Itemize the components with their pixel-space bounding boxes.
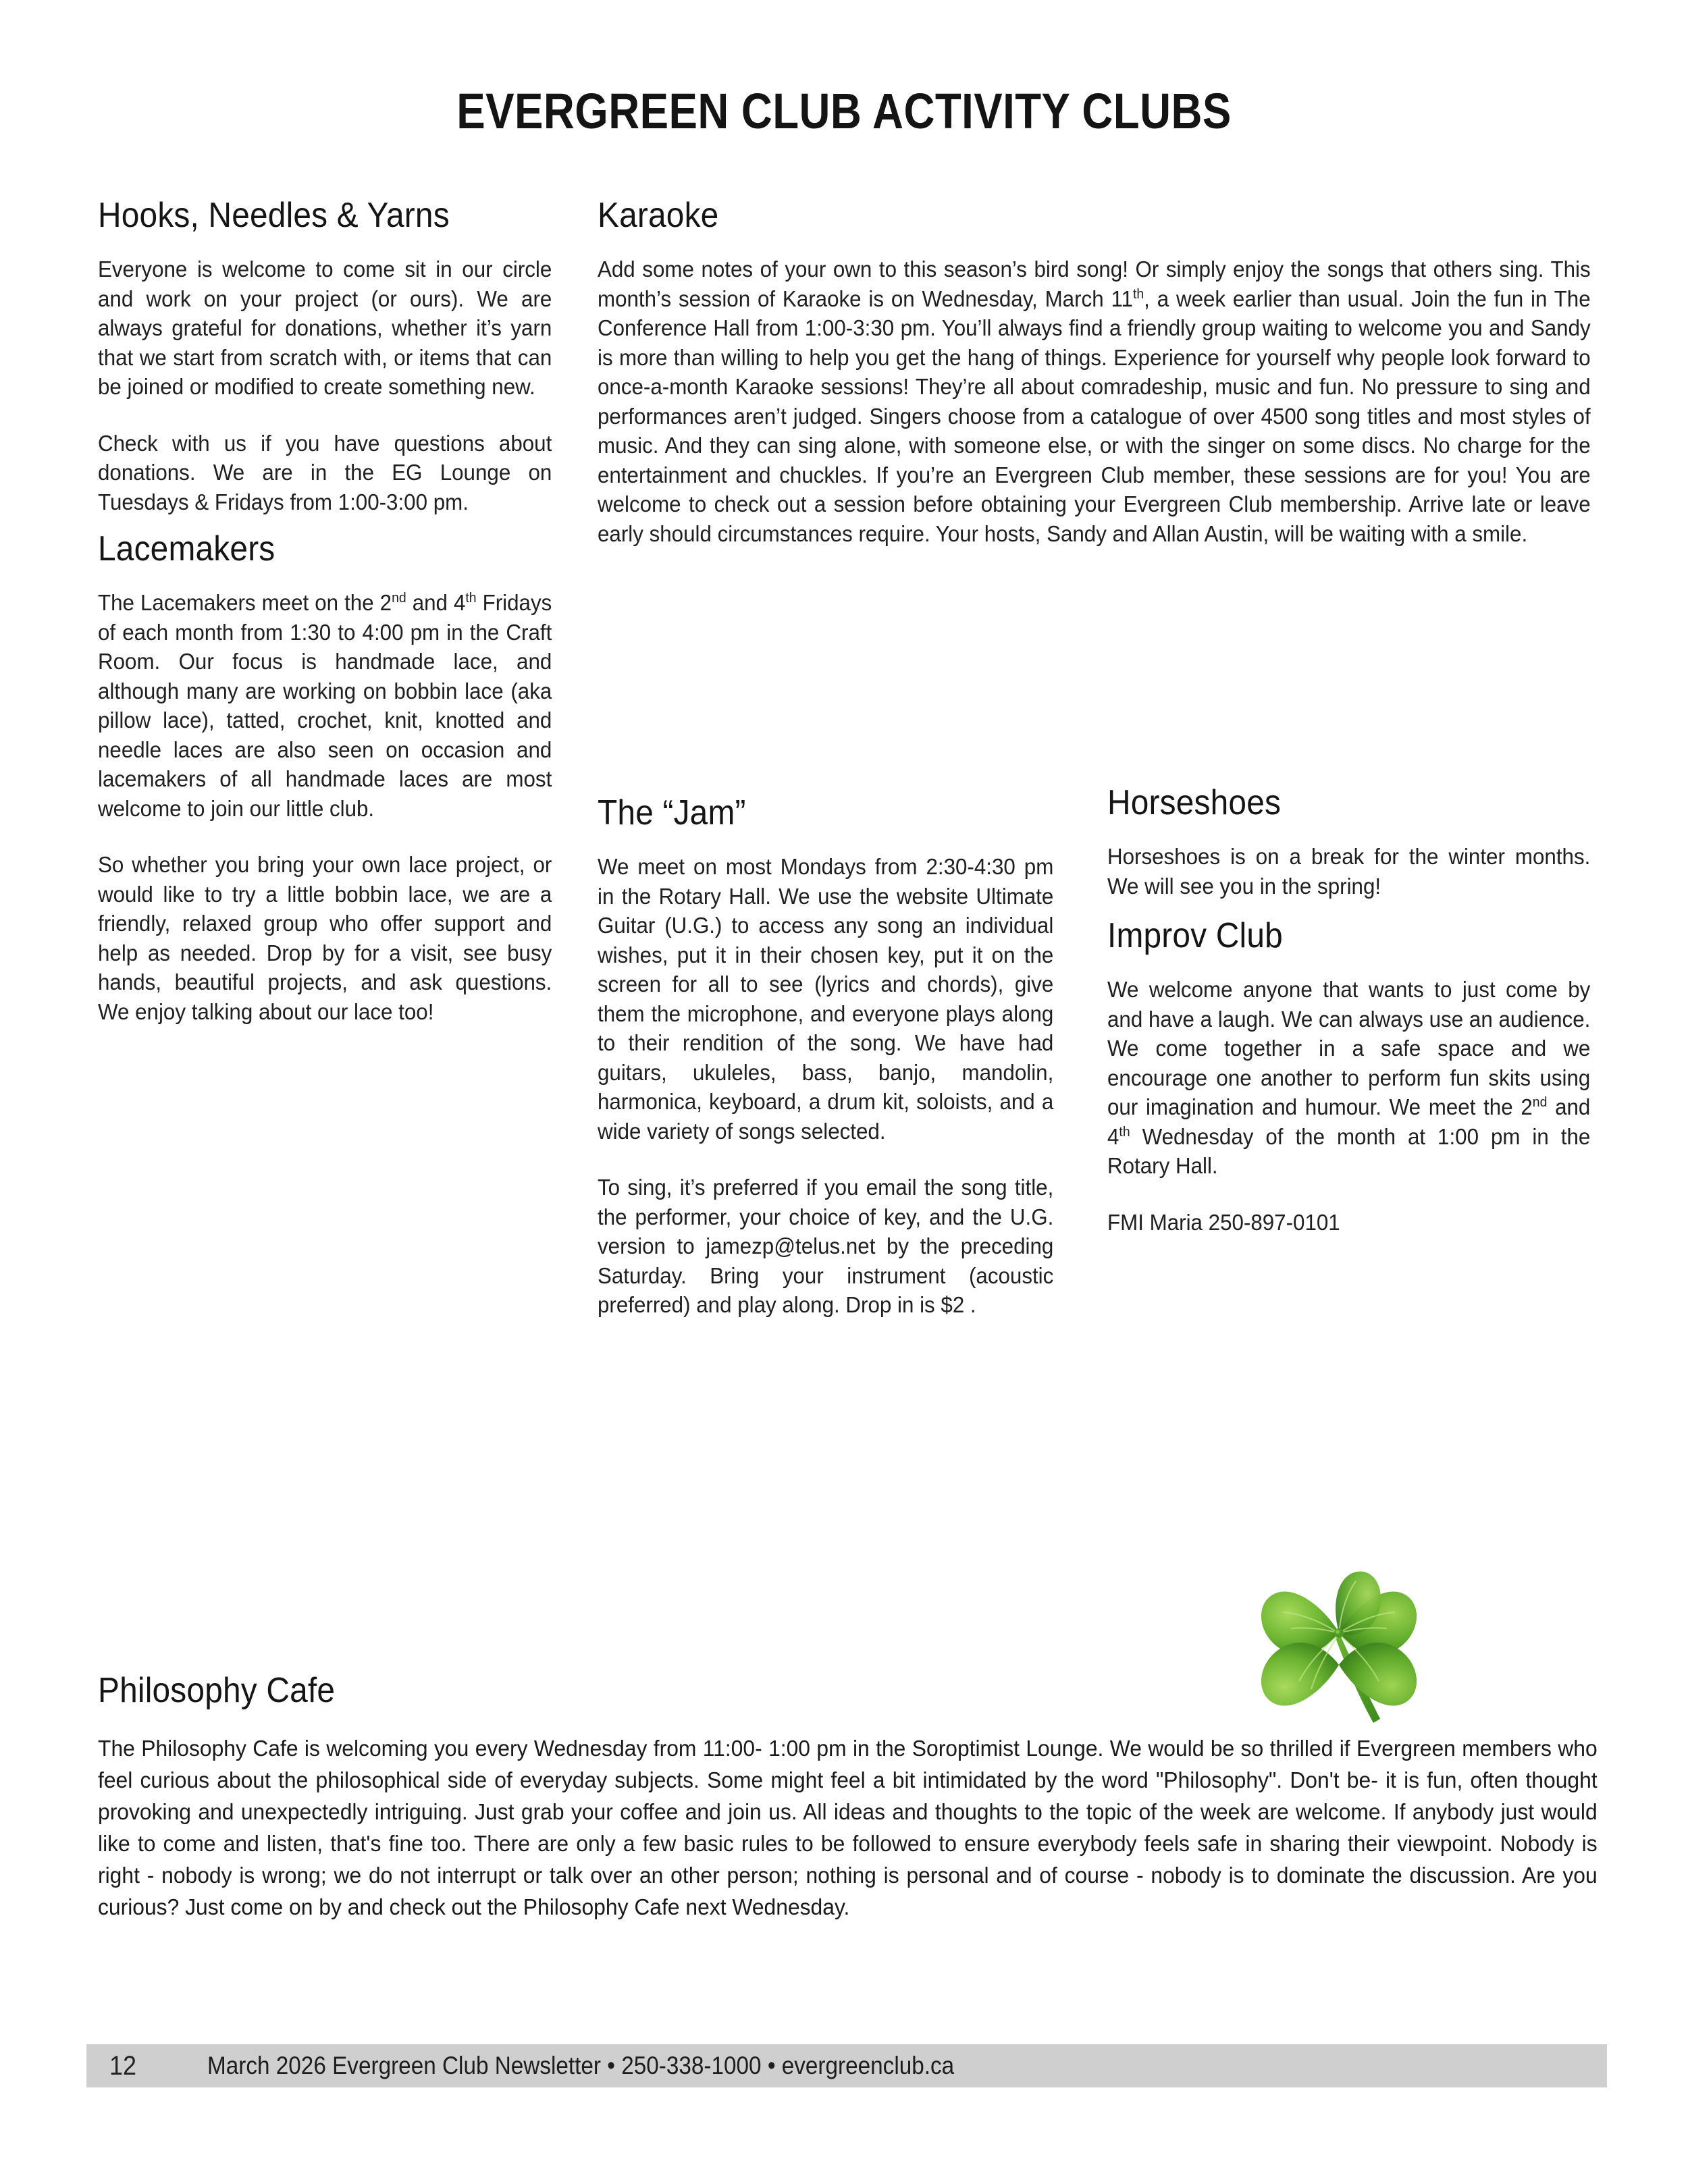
masthead	[0, 83, 1688, 139]
page-title: EVERGREEN CLUB ACTIVITY CLUBS	[456, 83, 1232, 139]
club-paragraph: The Philosophy Cafe is welcoming you every Wednesday from 11:00- 1:00 pm in the Soroptimist Lounge. We would be so thrilled if Evergreen members who feel curious about the philosophical side of everyday subjects. Some might feel a bit intimidated by the word "Philosophy". Don't be- it is fun, often thought provoking and unexpectedly intriguing. Just grab your coffee and join us. All ideas and thoughts to the topic of the week are welcome. If anybody just would like to come and listen, that's fine too. There are only a few basic rules to be followed to ensure everybody feels safe in sharing their viewpoint. Nobody is right - nobody is wrong; we do not interrupt or talk over an other person; nothing is personal and of course - nobody is to dominate the discussion. Are you curious? Just come on by and check out the Philosophy Cafe next Wednesday.	[98, 1736, 1598, 1920]
improv-contact-line: FMI Maria 250-897-0101	[1107, 1210, 1340, 1235]
ordinal-suffix: nd	[1532, 1094, 1548, 1110]
footer-publication-line: March 2026 Evergreen Club Newsletter • 250-338-1000 • evergreenclub.ca	[207, 2052, 954, 2079]
club-paragraph: We meet on most Mondays from 2:30-4:30 pm in the Rotary Hall. We use the website Ultimate Guitar (U.G.) to access any song an individual wishes, put it in their chosen key, put it on the screen for all to see (lyrics and chords), give them the microphone, and everyone plays along to their rendition of the song. We have had guitars, ukuleles, bass, banjo, mandolin, harmonica, keyboard, a drum kit, soloists, and a wide variety of songs selected.	[598, 855, 1054, 1144]
ordinal-suffix: th	[1119, 1123, 1130, 1140]
club-section-karaoke	[598, 196, 1590, 549]
club-section-horseshoes	[1107, 783, 1590, 901]
page-footer	[86, 2044, 1607, 2087]
club-section-the-jam	[598, 793, 1053, 1321]
paragraph-text: Wednesday of the month at 1:00 pm in the Rotary Hall.	[1107, 1124, 1591, 1179]
paragraph-text: , a week earlier than usual. Join the fun in The Conference Hall from 1:00-3:30 pm. You’ll always find a friendly group waiting to welcome you and Sandy is more than willing to help you get the hang of things. Experience for yourself why people look forward to once-a-month Karaoke sessions! They’re all about comradeship, music and fun. No pressure to sing and performances aren’t judged. Singers choose from a catalogue of over 4500 song titles and most styles of music. And they can sing alone, with someone else, or with the singer on some discs. No charge for the entertainment and chuckles. If you’re an Evergreen Club member, these sessions are for you! You are welcome to check out a session before obtaining your Evergreen Club membership. Arrive late or leave early should circumstances require. Your hosts, Sandy and Allan Austin, will be waiting with a smile.	[598, 286, 1591, 547]
ordinal-suffix: th	[1132, 286, 1144, 302]
club-paragraph: To sing, it’s preferred if you email the song title, the performer, your choice of key, and the U.G. version to jamezp@telus.net by the preceding Saturday. Bring your instrument (acoustic preferred) and play along. Drop in is $2 .	[598, 1175, 1054, 1318]
paragraph-text: Add some notes of your own to this season’s bird song! Or simply enjoy the songs that others sing. This month’s session of Karaoke is on Wednesday, March 11	[598, 257, 1591, 312]
club-heading-lacemakers: Lacemakers	[98, 529, 275, 568]
club-heading-horseshoes: Horseshoes	[1107, 783, 1282, 822]
club-section-improv-club	[1107, 916, 1590, 1237]
club-paragraph: Everyone is welcome to come sit in our circle and work on your project (or ours). We are always grateful for donations, whether it’s yarn that we start from scratch with, or items that can be joined or modified to create something new.	[98, 257, 552, 400]
club-heading-philosophy-cafe: Philosophy Cafe	[98, 1671, 336, 1710]
ordinal-suffix: th	[465, 589, 477, 606]
paragraph-text: The Lacemakers meet on the 2	[98, 591, 392, 616]
right-column	[1107, 783, 1590, 1237]
club-section-lacemakers	[98, 529, 552, 1027]
club-paragraph	[1107, 976, 1590, 1181]
club-heading-the-jam: The “Jam”	[598, 793, 746, 832]
paragraph-text: and 4	[406, 591, 466, 616]
middle-column	[598, 793, 1053, 1321]
club-paragraph	[98, 589, 552, 824]
ordinal-suffix: nd	[392, 589, 406, 606]
paragraph-text: and 4	[1107, 1095, 1591, 1150]
club-section-philosophy-cafe	[98, 1671, 1598, 1923]
club-section-hooks-needles-yarns	[98, 196, 552, 517]
club-paragraph: Horseshoes is on a break for the winter months. We will see you in the spring!	[1107, 845, 1591, 899]
club-paragraph: So whether you bring your own lace project, or would like to try a little bobbin lace, we are a friendly, relaxed group who offer support and help as needed. Drop by for a visit, see busy hands, beautiful projects, and ask questions. We enjoy talking about our lace too!	[98, 853, 552, 1025]
paragraph-text: We welcome anyone that wants to just come by and have a laugh. We can always use an audience. We come together in a safe space and we encourage one another to perform fun skits using our imagination and humour. We meet the 2	[1107, 978, 1591, 1120]
paragraph-text: Fridays of each month from 1:30 to 4:00 pm in the Craft Room. Our focus is handmade lace, and although many are working on bobbin lace (aka pillow lace), tatted, crochet, knit, knotted and needle laces are also seen on occasion and lacemakers of all handmade laces are most welcome to join our little club.	[98, 591, 552, 822]
left-column	[98, 196, 552, 1027]
club-paragraph: Check with us if you have questions about donations. We are in the EG Lounge on Tuesdays & Fridays from 1:00-3:00 pm.	[98, 431, 552, 515]
club-heading-improv-club: Improv Club	[1107, 916, 1283, 955]
club-heading-hooks-needles-yarns: Hooks, Needles & Yarns	[98, 196, 450, 235]
footer-page-number: 12	[109, 2050, 137, 2081]
club-paragraph	[598, 255, 1591, 549]
club-heading-karaoke: Karaoke	[598, 196, 719, 235]
karaoke-column	[598, 196, 1590, 549]
